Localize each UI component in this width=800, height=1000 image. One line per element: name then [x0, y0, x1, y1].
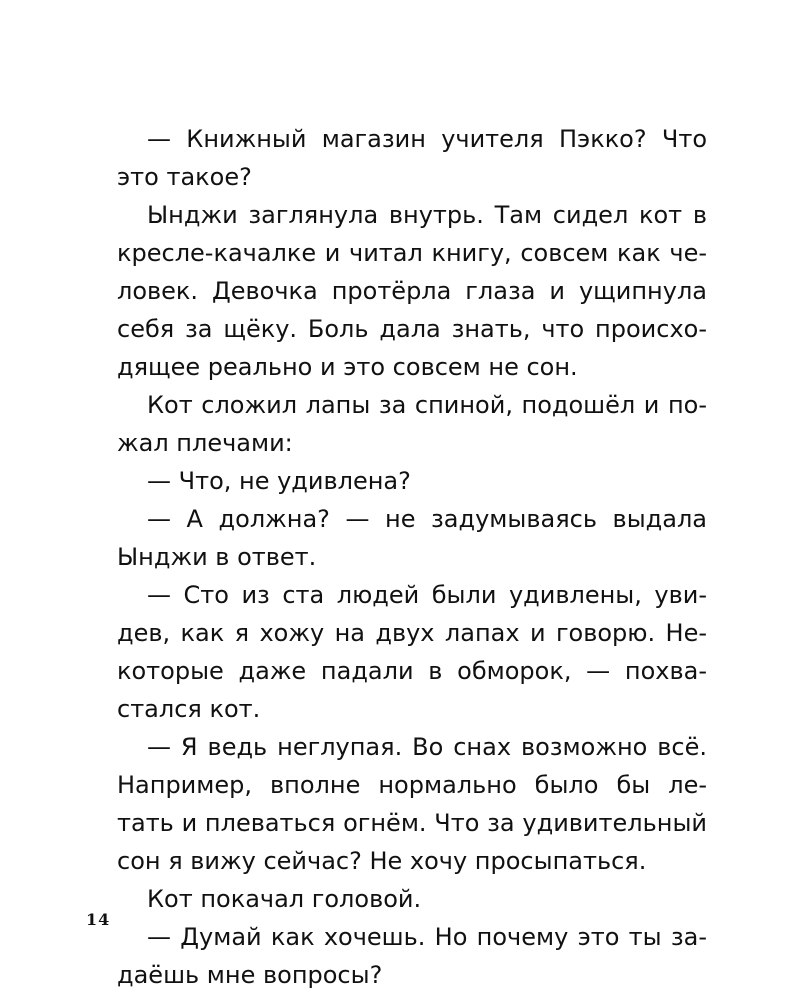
- text-line: — Сто из ста людей были удивлены, уви-: [147, 581, 707, 609]
- text-line: Кот сложил лапы за спиной, подошёл и по-: [147, 391, 707, 419]
- text-line: кресле-качалке и читал книгу, совсем как че-: [117, 239, 707, 267]
- text-line: — Думай как хочешь. Но почему это ты за-: [147, 923, 707, 951]
- text-line: даёшь мне вопросы?: [117, 961, 383, 989]
- text-line: это такое?: [117, 163, 252, 191]
- text-line: дев, как я хожу на двух лапах и говорю. Не-: [117, 619, 707, 647]
- text-line: сон я вижу сейчас? Не хочу просыпаться.: [117, 847, 647, 875]
- page-number: 14: [86, 910, 111, 929]
- text-line: — Что, не удивлена?: [147, 467, 411, 495]
- text-line: себя за щёку. Боль дала знать, что происхо-: [117, 315, 707, 343]
- text-line: Ынджи в ответ.: [117, 543, 317, 571]
- text-line: — А должна? — не задумываясь выдала: [147, 505, 707, 533]
- body-text: [117, 120, 707, 994]
- text-line: — Книжный магазин учителя Пэкко? Что: [147, 125, 707, 153]
- text-line: тать и плеваться огнём. Что за удивительный: [117, 809, 707, 837]
- text-line: Например, вполне нормально было бы ле-: [117, 771, 707, 799]
- text-line: стался кот.: [117, 695, 261, 723]
- text-line: жал плечами:: [117, 429, 293, 457]
- text-line: которые даже падали в обморок, — похва-: [117, 657, 707, 685]
- text-line: дящее реально и это совсем не сон.: [117, 353, 578, 381]
- text-line: ловек. Девочка протёрла глаза и ущипнула: [117, 277, 707, 305]
- text-line: — Я ведь неглупая. Во снах возможно всё.: [147, 733, 707, 761]
- text-line: Кот покачал головой.: [147, 885, 422, 913]
- text-line: Ынджи заглянула внутрь. Там сидел кот в: [147, 201, 707, 229]
